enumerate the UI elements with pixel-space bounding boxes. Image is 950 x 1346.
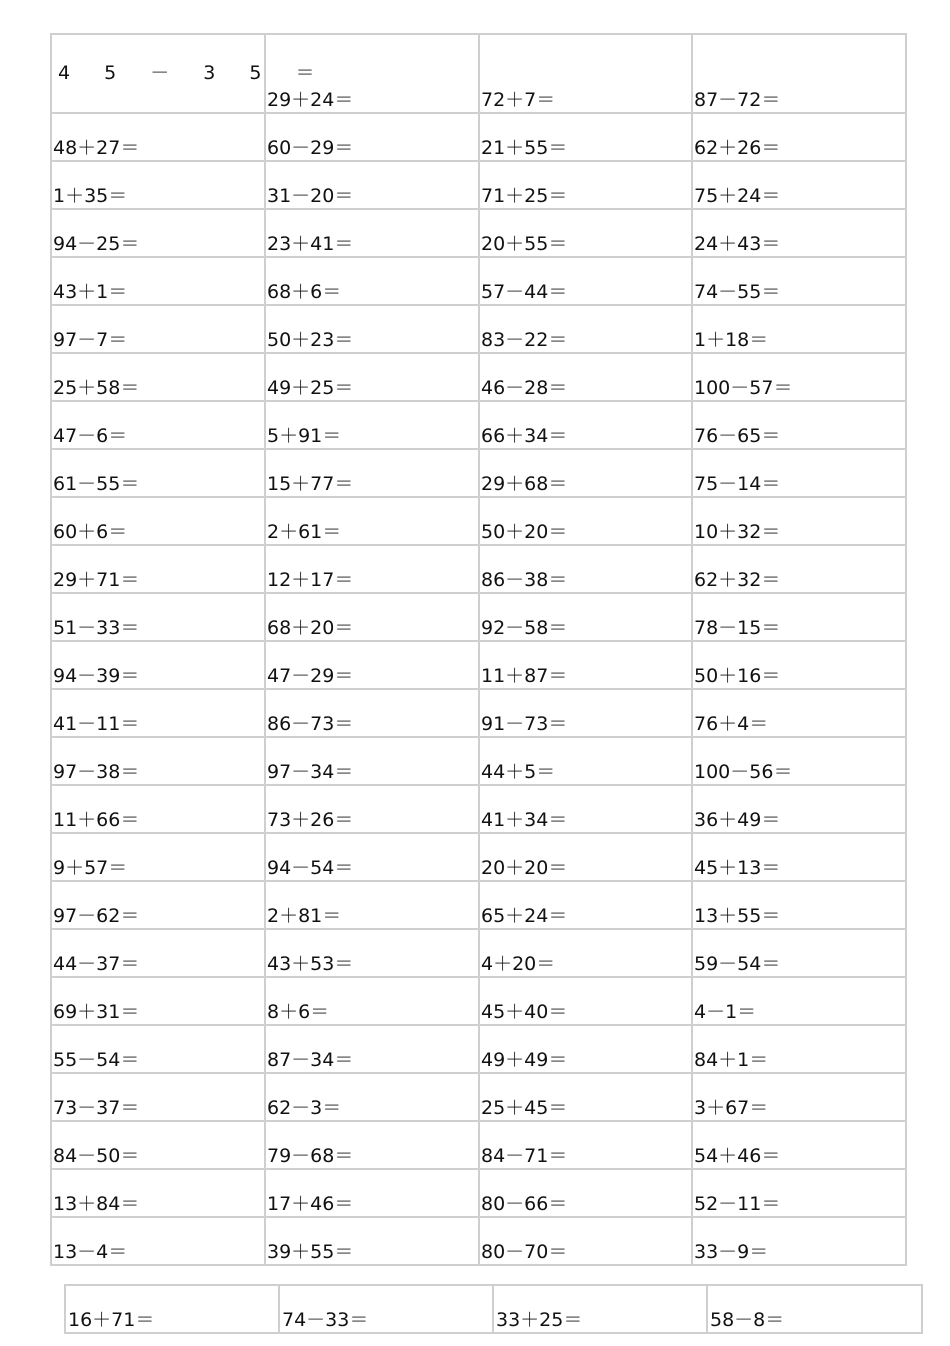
problem-table — [50, 33, 907, 1266]
problem-cell: 47－6＝ — [51, 401, 265, 449]
problem-cell: 45＋40＝ — [479, 977, 692, 1025]
problem-cell: 44＋5＝ — [479, 737, 692, 785]
problem-cell: 11＋66＝ — [51, 785, 265, 833]
problem-cell: 25＋58＝ — [51, 353, 265, 401]
table-row — [51, 34, 906, 113]
problem-cell: 74－55＝ — [692, 257, 906, 305]
table-row — [51, 1073, 906, 1121]
problem-cell: 8＋6＝ — [265, 977, 479, 1025]
table-row — [51, 785, 906, 833]
problem-cell: 76＋4＝ — [692, 689, 906, 737]
table-row — [51, 1121, 906, 1169]
problem-cell: 71＋25＝ — [479, 161, 692, 209]
problem-cell: 68＋20＝ — [265, 593, 479, 641]
problem-cell: 84－50＝ — [51, 1121, 265, 1169]
problem-cell: 16＋71＝ — [65, 1285, 279, 1333]
table-row — [51, 881, 906, 929]
table-row — [51, 257, 906, 305]
problem-cell: 39＋55＝ — [265, 1217, 479, 1265]
problem-cell: 4 5 － 3 5 ＝ — [51, 34, 265, 113]
problem-cell: 62＋26＝ — [692, 113, 906, 161]
problem-cell: 73－37＝ — [51, 1073, 265, 1121]
table-row — [51, 113, 906, 161]
problem-cell: 11＋87＝ — [479, 641, 692, 689]
table-row — [65, 1285, 922, 1333]
problem-cell: 4＋20＝ — [479, 929, 692, 977]
problem-cell: 3＋67＝ — [692, 1073, 906, 1121]
problem-cell: 25＋45＝ — [479, 1073, 692, 1121]
problem-cell: 80－70＝ — [479, 1217, 692, 1265]
problem-cell: 91－73＝ — [479, 689, 692, 737]
problem-cell: 1＋35＝ — [51, 161, 265, 209]
problem-cell: 31－20＝ — [265, 161, 479, 209]
problem-cell: 66＋34＝ — [479, 401, 692, 449]
problem-cell: 94－54＝ — [265, 833, 479, 881]
problem-cell: 15＋77＝ — [265, 449, 479, 497]
problem-cell: 97－34＝ — [265, 737, 479, 785]
problem-cell: 49＋49＝ — [479, 1025, 692, 1073]
problem-cell: 49＋25＝ — [265, 353, 479, 401]
problem-cell: 84－71＝ — [479, 1121, 692, 1169]
problem-cell: 78－15＝ — [692, 593, 906, 641]
problem-cell: 13＋84＝ — [51, 1169, 265, 1217]
problem-cell: 33＋25＝ — [493, 1285, 707, 1333]
problem-cell: 69＋31＝ — [51, 977, 265, 1025]
problem-cell: 68＋6＝ — [265, 257, 479, 305]
overflow-problem-row — [64, 1284, 923, 1334]
problem-cell: 12＋17＝ — [265, 545, 479, 593]
problem-cell: 23＋41＝ — [265, 209, 479, 257]
problem-cell: 47－29＝ — [265, 641, 479, 689]
table-row — [51, 977, 906, 1025]
problem-cell: 62＋32＝ — [692, 545, 906, 593]
problem-cell: 2＋61＝ — [265, 497, 479, 545]
problem-cell: 75＋24＝ — [692, 161, 906, 209]
problem-cell: 41＋34＝ — [479, 785, 692, 833]
problem-cell: 20＋20＝ — [479, 833, 692, 881]
problem-cell: 44－37＝ — [51, 929, 265, 977]
problem-cell: 92－58＝ — [479, 593, 692, 641]
table-row — [51, 497, 906, 545]
problem-cell: 86－73＝ — [265, 689, 479, 737]
table-row — [51, 545, 906, 593]
problem-cell: 52－11＝ — [692, 1169, 906, 1217]
table-row — [51, 593, 906, 641]
problem-cell: 76－65＝ — [692, 401, 906, 449]
table-row — [51, 449, 906, 497]
table-row — [51, 353, 906, 401]
table-row — [51, 737, 906, 785]
problem-cell: 50＋16＝ — [692, 641, 906, 689]
problem-cell: 84＋1＝ — [692, 1025, 906, 1073]
problem-cell: 100－56＝ — [692, 737, 906, 785]
table-row — [51, 305, 906, 353]
problem-cell: 97－62＝ — [51, 881, 265, 929]
problem-cell: 94－25＝ — [51, 209, 265, 257]
problem-cell: 33－9＝ — [692, 1217, 906, 1265]
problem-cell: 55－54＝ — [51, 1025, 265, 1073]
problem-cell: 48＋27＝ — [51, 113, 265, 161]
problem-cell: 29＋71＝ — [51, 545, 265, 593]
table-row — [51, 161, 906, 209]
problem-cell: 97－38＝ — [51, 737, 265, 785]
table-row — [51, 641, 906, 689]
problem-cell: 41－11＝ — [51, 689, 265, 737]
problem-cell: 51－33＝ — [51, 593, 265, 641]
problem-cell: 9＋57＝ — [51, 833, 265, 881]
table-row — [51, 209, 906, 257]
problem-cell: 54＋46＝ — [692, 1121, 906, 1169]
problem-cell: 60－29＝ — [265, 113, 479, 161]
table-row — [51, 1169, 906, 1217]
problem-cell: 5＋91＝ — [265, 401, 479, 449]
problem-cell: 13＋55＝ — [692, 881, 906, 929]
problem-cell: 21＋55＝ — [479, 113, 692, 161]
problem-cell: 72＋7＝ — [479, 34, 692, 113]
problem-cell: 75－14＝ — [692, 449, 906, 497]
problem-cell: 29＋24＝ — [265, 34, 479, 113]
problem-cell: 50＋20＝ — [479, 497, 692, 545]
problem-cell: 4－1＝ — [692, 977, 906, 1025]
problem-cell: 45＋13＝ — [692, 833, 906, 881]
problem-cell: 97－7＝ — [51, 305, 265, 353]
table-row — [51, 689, 906, 737]
problem-cell: 58－8＝ — [707, 1285, 922, 1333]
table-row — [51, 1217, 906, 1265]
problem-cell: 36＋49＝ — [692, 785, 906, 833]
problem-cell: 87－72＝ — [692, 34, 906, 113]
problem-cell: 74－33＝ — [279, 1285, 493, 1333]
problem-cell: 79－68＝ — [265, 1121, 479, 1169]
problem-cell: 86－38＝ — [479, 545, 692, 593]
problem-cell: 80－66＝ — [479, 1169, 692, 1217]
problem-cell: 17＋46＝ — [265, 1169, 479, 1217]
problem-cell: 2＋81＝ — [265, 881, 479, 929]
problem-cell: 60＋6＝ — [51, 497, 265, 545]
problem-cell: 24＋43＝ — [692, 209, 906, 257]
problem-cell: 94－39＝ — [51, 641, 265, 689]
problem-cell: 43＋53＝ — [265, 929, 479, 977]
problem-cell: 61－55＝ — [51, 449, 265, 497]
problem-cell: 59－54＝ — [692, 929, 906, 977]
problem-cell: 29＋68＝ — [479, 449, 692, 497]
table-row — [51, 401, 906, 449]
problem-cell: 46－28＝ — [479, 353, 692, 401]
problem-cell: 73＋26＝ — [265, 785, 479, 833]
problem-cell: 43＋1＝ — [51, 257, 265, 305]
problem-cell: 50＋23＝ — [265, 305, 479, 353]
problem-cell: 1＋18＝ — [692, 305, 906, 353]
problem-cell: 100－57＝ — [692, 353, 906, 401]
problem-cell: 65＋24＝ — [479, 881, 692, 929]
problem-cell: 10＋32＝ — [692, 497, 906, 545]
problem-cell: 87－34＝ — [265, 1025, 479, 1073]
problem-cell: 83－22＝ — [479, 305, 692, 353]
problem-cell: 20＋55＝ — [479, 209, 692, 257]
table-row — [51, 929, 906, 977]
table-row — [51, 1025, 906, 1073]
problem-cell: 13－4＝ — [51, 1217, 265, 1265]
problem-cell: 62－3＝ — [265, 1073, 479, 1121]
problem-cell: 57－44＝ — [479, 257, 692, 305]
table-row — [51, 833, 906, 881]
